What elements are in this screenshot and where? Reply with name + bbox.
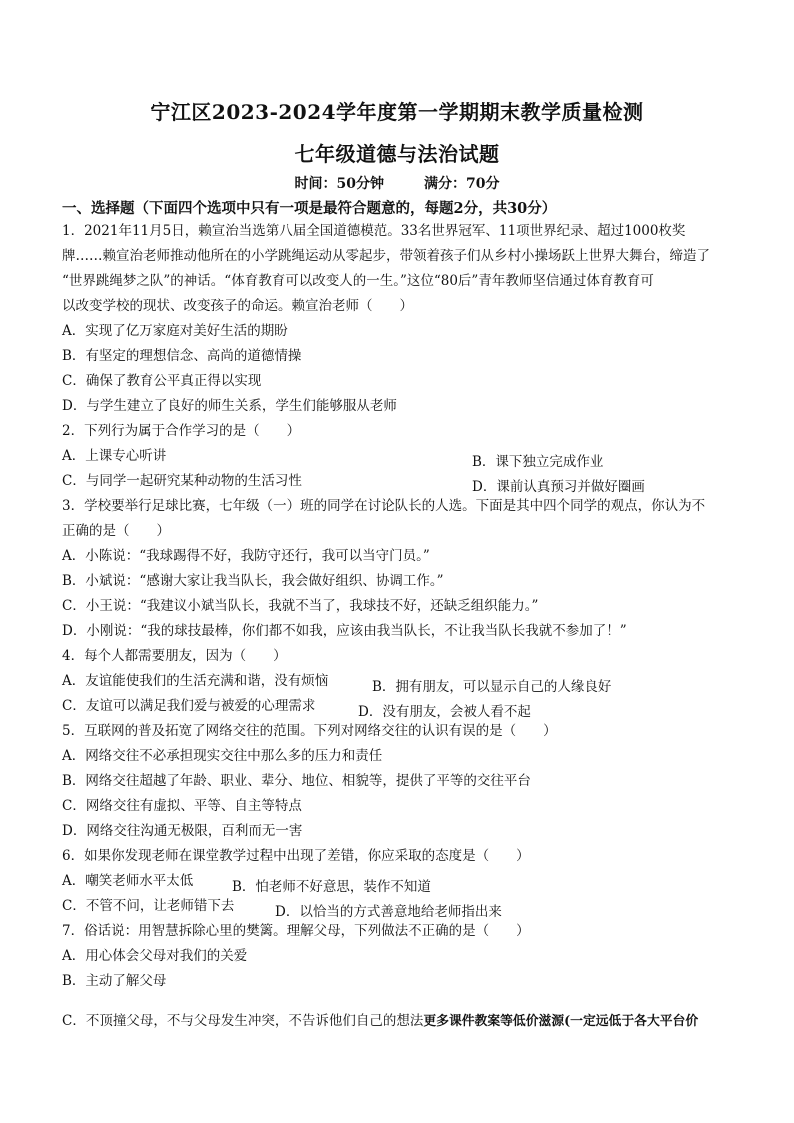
q1-stem-line-4: 以改变学校的现状、改变孩子的命运。赖宣治老师（ ） [62, 298, 413, 314]
q6-option-c: C．不管不问，让老师错下去 [62, 898, 235, 914]
q2-option-b: B．课下独立完成作业 [472, 454, 604, 470]
q3-option-b: B．小斌说：“感谢大家让我当队长，我会做好组织、协调工作。” [62, 573, 444, 589]
q6-option-d: D．以恰当的方式善意地给老师指出来 [275, 904, 502, 920]
q4-option-a: A．友谊能使我们的生活充满和谐，没有烦恼 [62, 673, 329, 689]
q4-option-b: B．拥有朋友，可以显示自己的人缘良好 [372, 679, 612, 695]
q6-option-b: B．怕老师不好意思，装作不知道 [232, 879, 431, 895]
q7-option-c: C．不顶撞父母，不与父母发生冲突，不告诉他们自己的想法 [62, 1013, 424, 1029]
q1-option-a: A．实现了亿万家庭对美好生活的期盼 [62, 323, 288, 339]
q1-stem-line-1: 1．2021年11月5日，赖宣治当选第八届全国道德模范。33名世界冠军、11项世界纪录、超过1000枚奖 [62, 223, 686, 239]
q2-option-d: D．课前认真预习并做好圈画 [472, 479, 645, 495]
q2-option-a: A．上课专心听讲 [62, 448, 167, 464]
q1-option-b: B．有坚定的理想信念、高尚的道德情操 [62, 348, 302, 364]
exam-time: 时间：50分钟 [294, 176, 384, 192]
q1-option-d: D．与学生建立了良好的师生关系，学生们能够服从老师 [62, 398, 397, 414]
q3-stem-line-2: 正确的是（ ） [62, 523, 170, 539]
q4-option-d: D．没有朋友，会被人看不起 [358, 704, 531, 720]
q3-option-c: C．小王说：“我建议小斌当队长，我就不当了，我球技不好，还缺乏组织能力。” [62, 598, 539, 614]
exam-title: 宁江区2023-2024学年度第一学期期末教学质量检测 [150, 100, 644, 124]
exam-meta [0, 173, 794, 193]
q5-option-b: B．网络交往超越了年龄、职业、辈分、地位、相貌等，提供了平等的交往平台 [62, 773, 531, 789]
q7-option-b: B．主动了解父母 [62, 973, 167, 989]
q1-option-c: C．确保了教育公平真正得以实现 [62, 373, 262, 389]
q6-stem: 6．如果你发现老师在课堂教学过程中出现了差错，你应采取的态度是（ ） [62, 848, 530, 864]
promo-text: 更多课件教案等低价滋源(一定远低于各大平台价 [423, 1014, 699, 1029]
q2-stem: 2．下列行为属于合作学习的是（ ） [62, 423, 301, 439]
q7-option-a: A．用心体会父母对我们的关爱 [62, 948, 248, 964]
q5-option-d: D．网络交往沟通无极限，百利而无一害 [62, 823, 303, 839]
q2-option-c: C．与同学一起研究某种动物的生活习性 [62, 473, 302, 489]
q7-option-c-line [62, 1009, 698, 1029]
q4-stem: 4．每个人都需要朋友，因为（ ） [62, 648, 287, 664]
q3-stem-line-1: 3．学校要举行足球比赛，七年级（一）班的同学在讨论队长的人选。下面是其中四个同学的观点，你认为不 [62, 498, 706, 514]
q1-stem-line-3: “世界跳绳梦之队”的神话。“体育教育可以改变人的一生。”这位“80后”青年教师坚信通过体育教育可 [62, 273, 654, 289]
q5-stem: 5．互联网的普及拓宽了网络交往的范围。下列对网络交往的认识有误的是（ ） [62, 723, 557, 739]
exam-score: 满分：70分 [424, 176, 500, 192]
exam-subtitle: 七年级道德与法治试题 [294, 142, 500, 166]
q5-option-a: A．网络交往不必承担现实交往中那么多的压力和责任 [62, 748, 383, 764]
q3-option-a: A．小陈说：“我球踢得不好，我防守还行，我可以当守门员。” [62, 548, 430, 564]
q6-option-a: A．嘲笑老师水平太低 [62, 873, 194, 889]
q5-option-c: C．网络交往有虚拟、平等、自主等特点 [62, 798, 302, 814]
q7-stem: 7．俗话说：用智慧拆除心里的樊篱。理解父母，下列做法不正确的是（ ） [62, 923, 530, 939]
q1-stem-line-2: 牌……赖宣治老师推动他所在的小学跳绳运动从零起步，带领着孩子们从乡村小操场跃上世界大舞台，缔造了 [62, 248, 710, 264]
q4-option-c: C．友谊可以满足我们爱与被爱的心理需求 [62, 698, 316, 714]
q3-option-d: D．小刚说：“我的球技最棒，你们都不如我，应该由我当队长，不让我当队长我就不参加了！” [62, 623, 627, 639]
section-heading: 一、选择题（下面四个选项中只有一项是最符合题意的，每题2分，共30分） [62, 200, 557, 217]
